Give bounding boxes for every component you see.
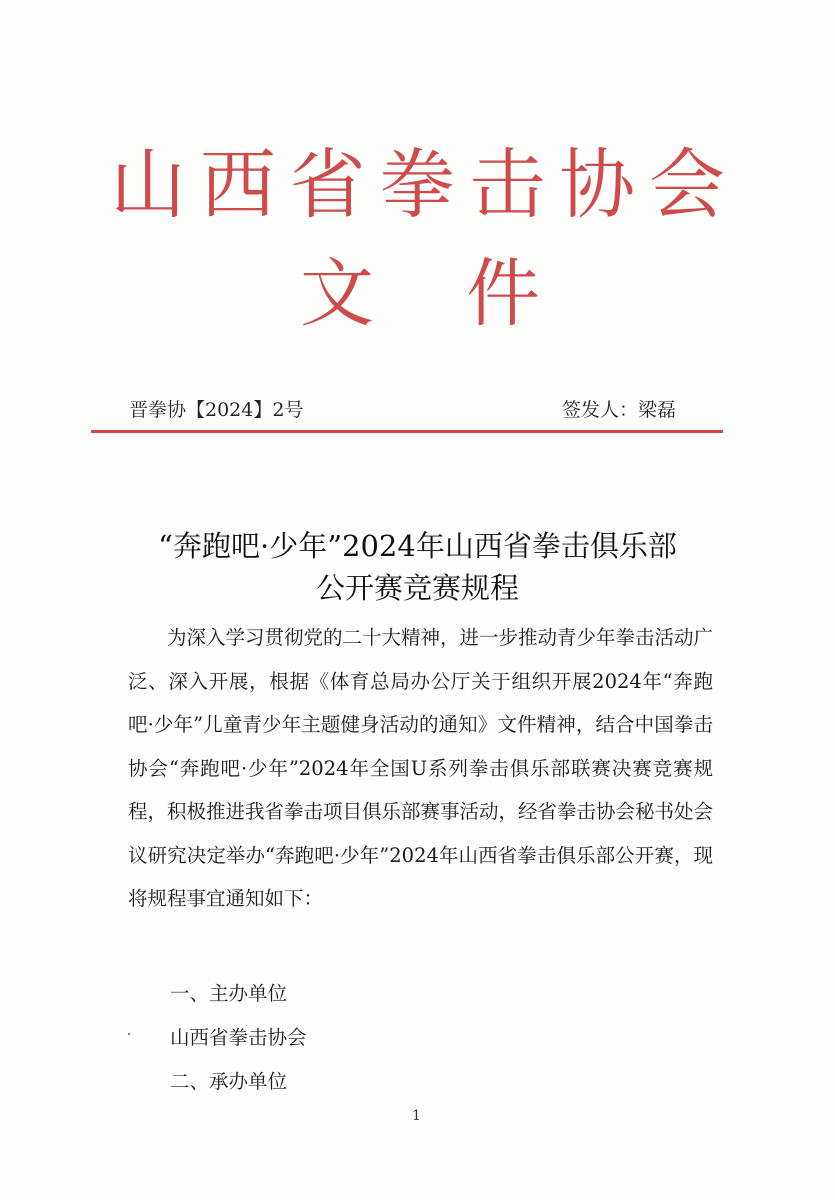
document-title-line-2: 公开赛竞赛规程: [315, 571, 519, 605]
document-title-line-1: “奔跑吧·少年”2024年山西省拳击俱乐部: [158, 529, 677, 563]
org-char: 西: [199, 139, 276, 229]
section-heading-1: 一、主办单位: [170, 982, 288, 1005]
intro-paragraph: 为深入学习贯彻党的二十大精神，进一步推动青少年拳击活动广泛、深入开展，根据《体育总局办公厅关于组织开展2024年“奔跑吧·少年”儿童青少年主题健身活动的通知》文件精神，结合中国拳击协会“奔跑吧·少年”2024年全国U系列拳击俱乐部联赛决赛竞赛规程，积极推进我省拳击项目俱乐部赛事活动，经省拳击协会秘书处会议研究决定举办“奔跑吧·少年”2024年山西省拳击俱乐部公开赛，现将规程事宜通知如下：: [128, 626, 714, 910]
page-number: 1: [412, 1108, 421, 1124]
section-content-1: 山西省拳击协会: [170, 1026, 307, 1049]
document-number: 晋拳协【2024】2号: [129, 399, 304, 421]
org-char: 会: [648, 139, 725, 229]
scan-speck: [128, 1033, 130, 1035]
doc-char: 文: [300, 251, 374, 337]
doc-char: 件: [466, 251, 540, 337]
organization-title: [110, 128, 725, 228]
section-heading-2: 二、承办单位: [170, 1070, 288, 1093]
org-char: 击: [469, 139, 546, 229]
org-char: 拳: [379, 139, 456, 229]
org-char: 协: [559, 139, 636, 229]
issuer: 签发人：梁磊: [562, 399, 677, 421]
red-divider: [91, 430, 723, 433]
org-char: 山: [110, 139, 186, 229]
document-word: [300, 240, 540, 336]
org-char: 省: [289, 139, 366, 229]
